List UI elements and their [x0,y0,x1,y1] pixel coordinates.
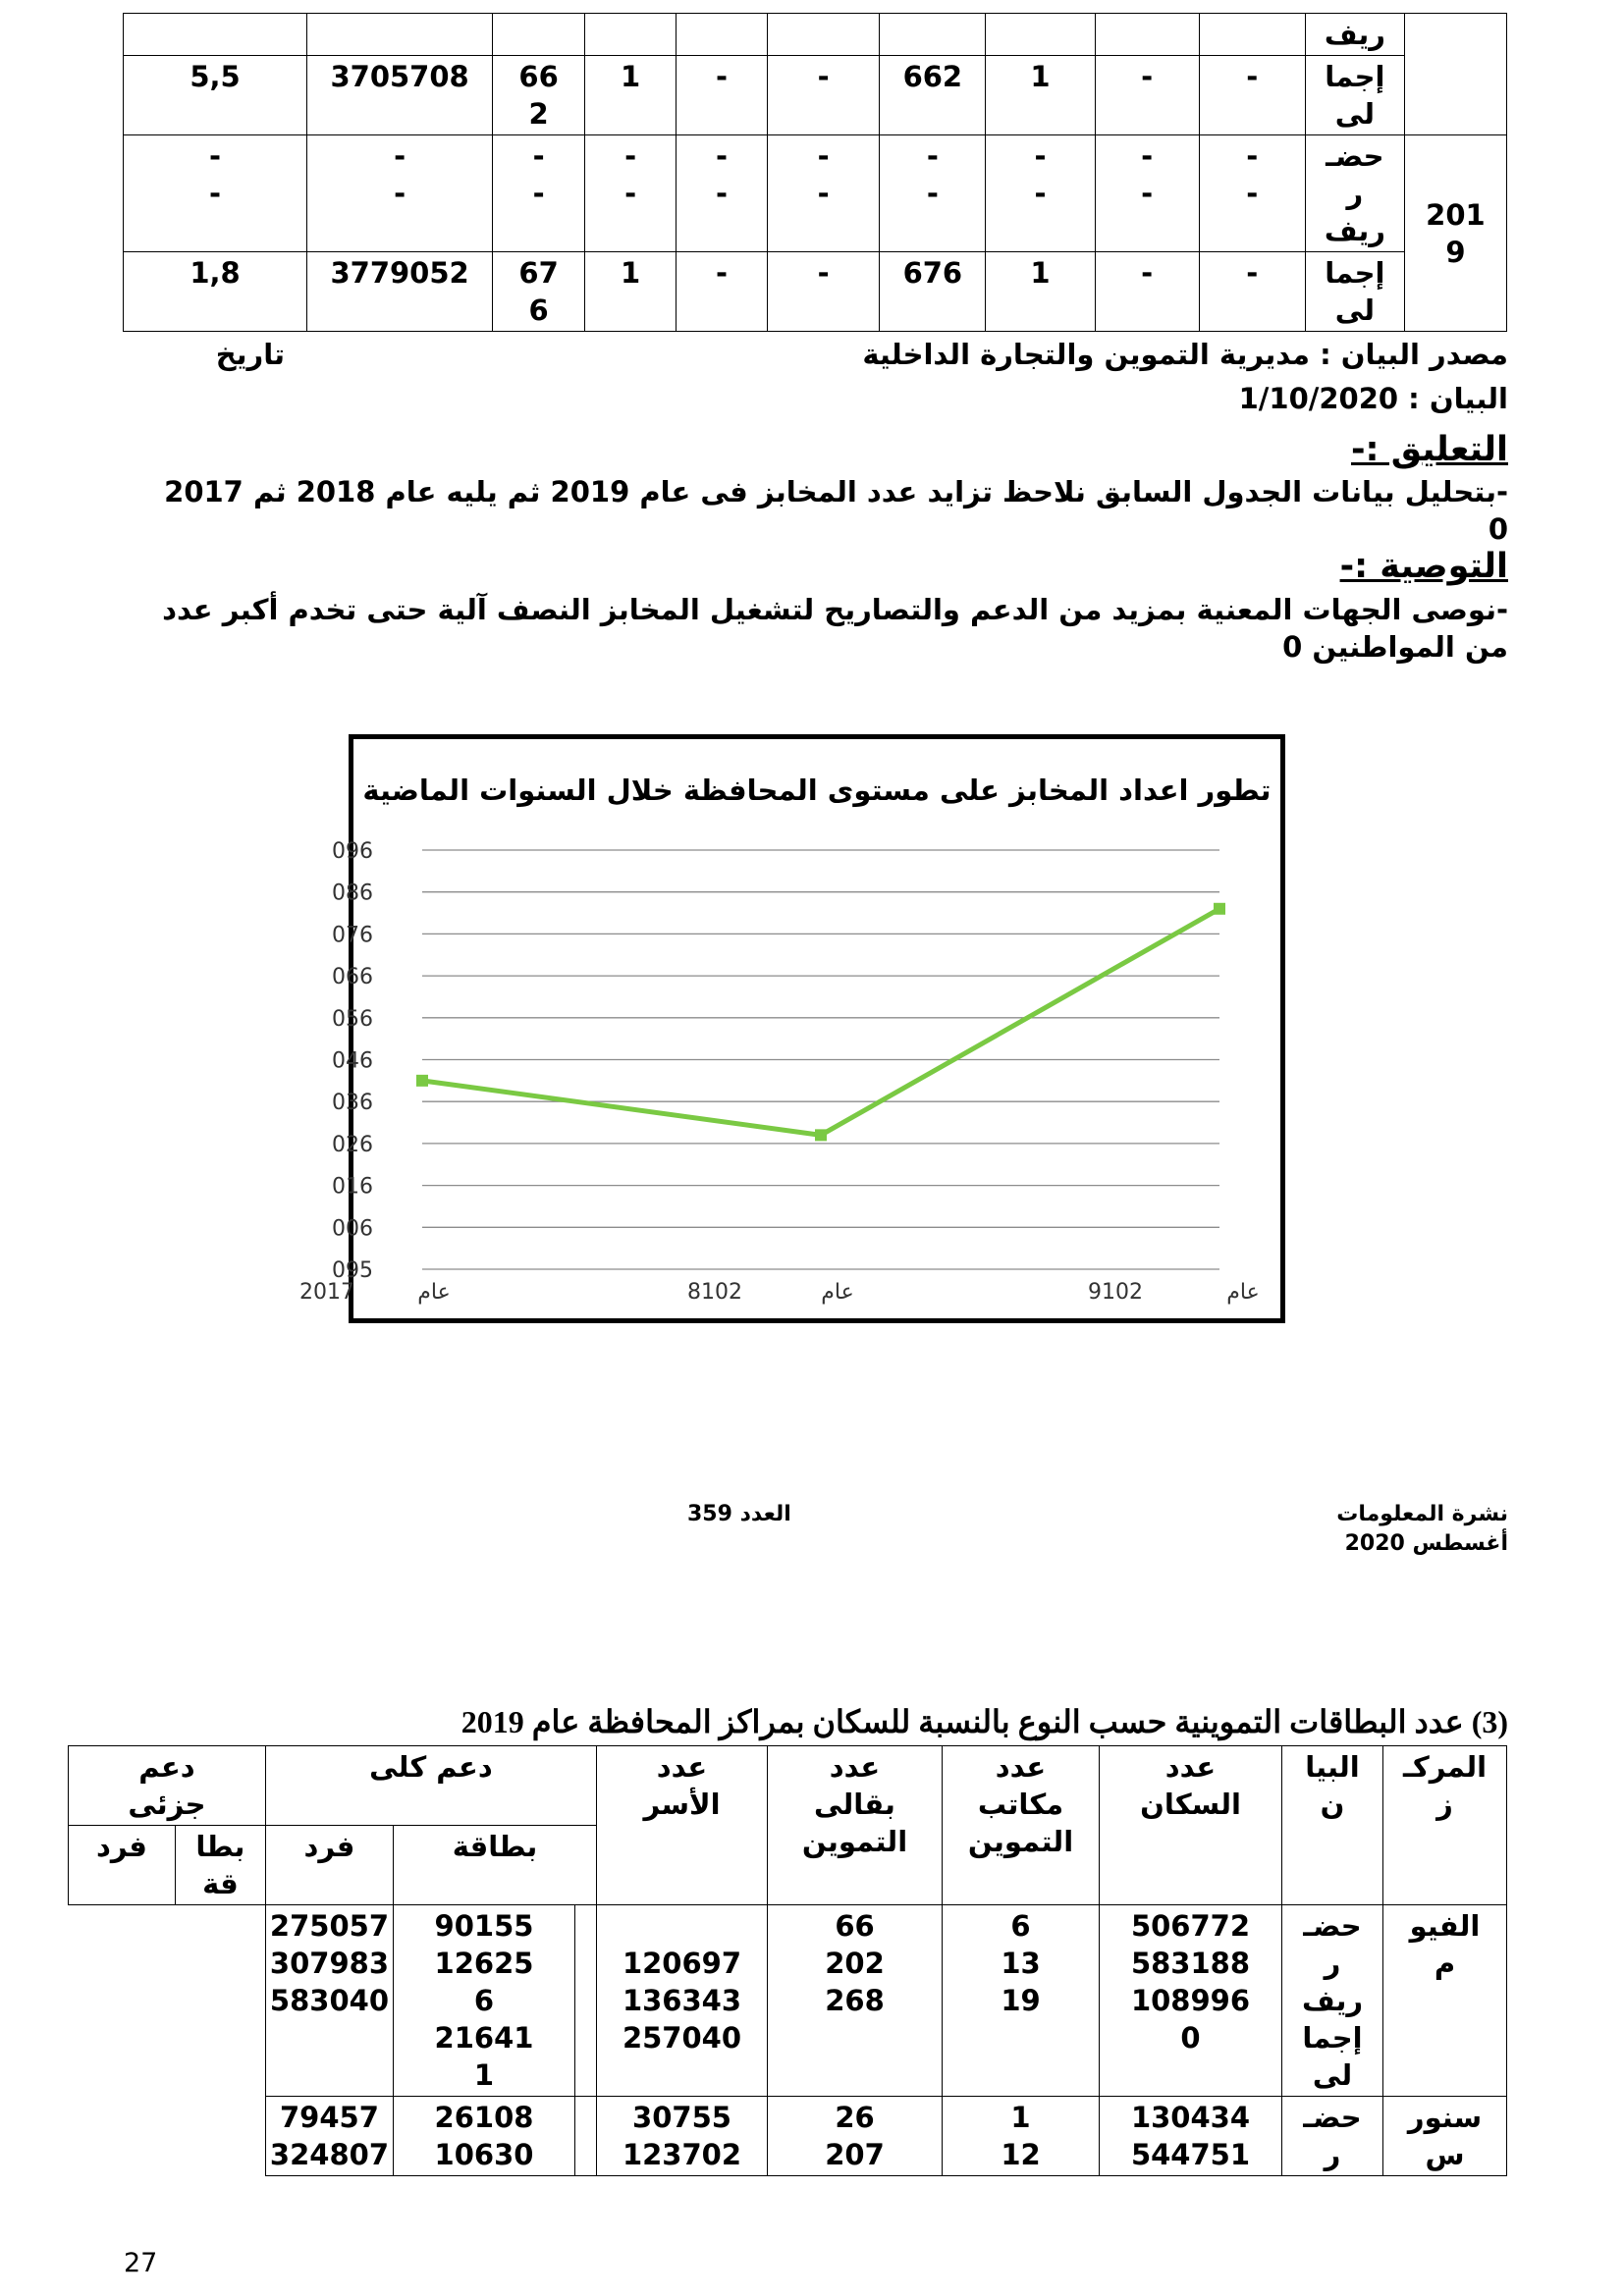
type-cell: إجما لى [1305,252,1404,332]
y-tick-label: 056 [332,1006,373,1032]
individual-cell: 79457 324807 [265,2097,393,2176]
publication-name: نشرة المعلومات [1336,1502,1508,1526]
cell: - [1095,56,1199,135]
cell: - [768,56,880,135]
comment-text: -بتحليل بيانات الجدول السابق نلاحظ تزايد عدد المخابز فى عام 2019 ثم يليه عام 2018 ثم 2017 0 [164,475,1508,546]
date-label: تاريخ [215,338,285,371]
cell: - - [124,135,307,252]
center-cell: سنور س [1383,2097,1507,2176]
year-cell [1404,14,1506,135]
header-individual: فرد [265,1826,393,1905]
cell: 1,8 [124,252,307,332]
table2-title: (3) عدد البطاقات التموينية حسب النوع بالنسبة للسكان بمراكز المحافظة عام 2019 [460,1704,1508,1739]
cell: - [768,252,880,332]
table-row [124,14,1507,56]
y-tick-label: 006 [332,1216,373,1242]
cell: 66 2 [493,56,585,135]
y-tick-label: 026 [332,1132,373,1157]
issue-number: العدد 359 [687,1502,791,1526]
center-cell: الفيو م [1383,1905,1507,2097]
type-cell: إجما لى [1305,56,1404,135]
header-offices: عدد مكاتب التموين [943,1746,1100,1905]
cell: - - [307,135,493,252]
header-card-short: بطا قة [175,1826,265,1905]
cell: - - [585,135,677,252]
comment-heading: التعليق :- [1350,430,1508,469]
header-families: عدد الأسر [597,1746,768,1905]
grocers-cell: 66 202 268 [768,1905,943,2097]
chart-series [416,903,1225,1142]
bakeries-table [123,13,1507,332]
x-tick-label: عام [417,1280,451,1305]
data-date: البيان : 1/10/2020 [1238,382,1508,415]
cell: - - [677,135,768,252]
header-grocers: عدد بقالى التموين [768,1746,943,1905]
y-axis-ticks [332,839,373,1283]
type-cell: حضـ ر [1282,2097,1383,2176]
y-tick-label: 016 [332,1174,373,1200]
header-partial-support: دعم جزئى [69,1746,266,1826]
page-number: 27 [124,2248,158,2278]
y-tick-label: 076 [332,923,373,948]
cell: - - [1095,135,1199,252]
year-cell: 201 9 [1404,135,1506,332]
table-row [124,56,1507,135]
bakeries-line-chart [299,739,1280,1318]
families-cell: 30755 123702 [597,2097,768,2176]
cell: - - [880,135,986,252]
families-cell: 120697 136343 257040 [597,1905,768,2097]
grocers-cell: 26 207 [768,2097,943,2176]
header-individual-2: فرد [69,1826,176,1905]
cell: - [1095,252,1199,332]
x-tick-label: عام [821,1280,854,1305]
cell: - - [1199,135,1305,252]
data-source: مصدر البيان : مديرية التموين والتجارة الداخلية [862,338,1508,371]
cell: 676 [880,252,986,332]
table-row [124,252,1507,332]
recommendation-text: -نوصى الجهات المعنية بمزيد من الدعم والتصاريح لتشغيل المخابز النصف آلية حتى تخدم أكبر عدد من المواطنين 0 [162,593,1508,664]
type-cell: ريف [1305,14,1404,56]
type-cell: حضـ ر ريف إجما لى [1282,1905,1383,2097]
y-tick-label: 036 [332,1091,373,1116]
chart-frame [299,734,1285,1323]
recommendation-heading: التوصية :- [1339,547,1508,586]
cell: - [1199,56,1305,135]
chart-grid [422,850,1219,1269]
data-point [815,1129,827,1141]
card-cell: 26108 10630 [394,2097,575,2176]
individual-cell: 275057 307983 583040 [265,1905,393,2097]
cell: 5,5 [124,56,307,135]
cell: - - [986,135,1095,252]
cell: 1 [986,56,1095,135]
chart-title: تطور اعداد المخابز على مستوى المحافظة خلال السنوات الماضية [362,774,1272,807]
table-row [69,2097,1507,2176]
table-row [124,135,1507,252]
x-tick-label: 9102 [1088,1280,1143,1305]
header-full-support: دعم كلى [265,1746,596,1826]
header-center: المركـ ز [1383,1746,1507,1905]
population-cell: 130434 544751 [1100,2097,1282,2176]
table-row [69,1905,1507,2097]
cell: 67 6 [493,252,585,332]
y-tick-label: 095 [332,1258,373,1283]
data-point [1214,903,1225,915]
offices-cell: 1 12 [943,2097,1100,2176]
ration-cards-table [68,1745,1507,2176]
cell: 1 [585,252,677,332]
card-cell: 90155 12625 6 21641 1 [394,1905,575,2097]
cell: 662 [880,56,986,135]
cell: - [1199,252,1305,332]
y-tick-label: 096 [332,839,373,864]
x-tick-label: 8102 [687,1280,742,1305]
header-population: عدد السكان [1100,1746,1282,1905]
cell: - [677,252,768,332]
x-tick-label: عام [1226,1280,1260,1305]
publication-date: أغسطس 2020 [1344,1531,1508,1556]
cell: 3705708 [307,56,493,135]
header-card: بطاقة [394,1826,597,1905]
cell: - - [493,135,585,252]
cell: - [677,56,768,135]
x-tick-label: 2017 [299,1280,354,1305]
population-cell: 506772 583188 108996 0 [1100,1905,1282,2097]
data-point [416,1075,428,1087]
cell: - - [768,135,880,252]
y-tick-label: 086 [332,881,373,906]
table-header-row [69,1746,1507,1826]
offices-cell: 6 13 19 [943,1905,1100,2097]
x-axis-labels [299,1280,1260,1305]
y-tick-label: 046 [332,1048,373,1074]
y-tick-label: 066 [332,965,373,990]
header-statement: البيا ن [1282,1746,1383,1905]
cell: 3779052 [307,252,493,332]
cell: 1 [986,252,1095,332]
cell: 1 [585,56,677,135]
type-cell: حضـ ر ريف [1305,135,1404,252]
